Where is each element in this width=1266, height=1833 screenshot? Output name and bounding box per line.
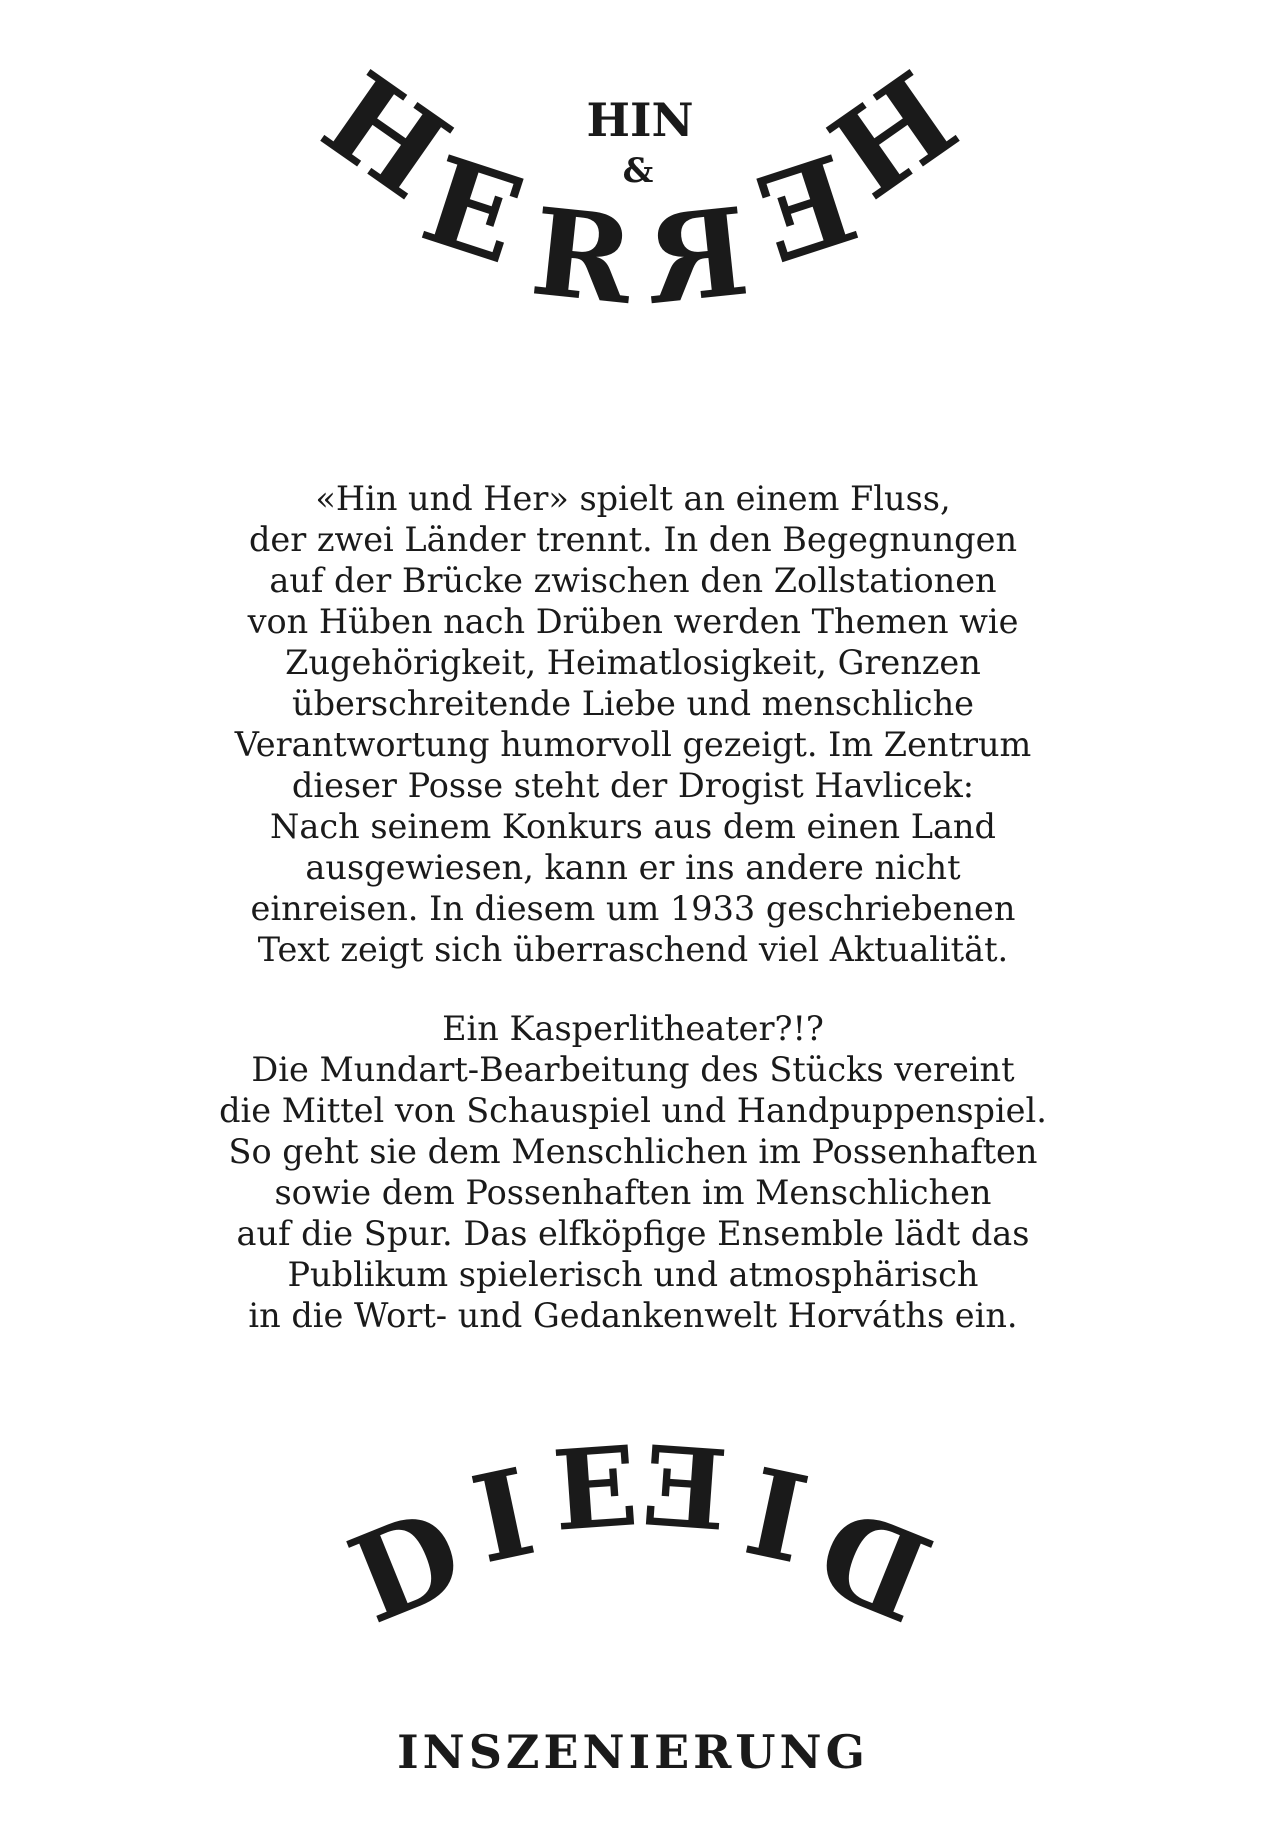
text-line: dieser Posse steht der Drogist Havlicek: — [291, 766, 975, 805]
text-line: sowie dem Possenhaften im Menschlichen — [274, 1173, 992, 1212]
logo-arc-letter: E — [407, 129, 539, 292]
logo-arc-letter: H — [298, 45, 473, 227]
logo-arc-letter: I — [734, 1441, 819, 1592]
text-line: auf die Spur. Das elfköpfige Ensemble lädt das — [236, 1214, 1030, 1253]
text-line: der zwei Länder trennt. In den Begegnungen — [248, 520, 1018, 559]
logo-arc-letter: R — [640, 181, 755, 333]
logo-arc-letter: E — [548, 1421, 642, 1556]
text-line: So geht sie dem Menschlichen im Possenhaften — [228, 1132, 1038, 1171]
text-line: in die Wort- und Gedankenwelt Horváths ein. — [248, 1296, 1018, 1335]
logo-arc-letter: E — [741, 129, 873, 292]
text-line: Ein Kasperlitheater?!? — [442, 1009, 824, 1048]
text-line: Verantwortung humorvoll gezeigt. Im Zentrum — [234, 725, 1032, 764]
logo-arc-letter: R — [525, 181, 640, 333]
logo-arc-letter: H — [807, 45, 982, 227]
text-line: Zugehörigkeit, Heimatlosigkeit, Grenzen — [285, 643, 981, 682]
text-line: «Hin und Her» spielt an einem Fluss, — [315, 479, 951, 518]
logo-arc-letter: E — [638, 1421, 732, 1556]
text-line: von Hüben nach Drüben werden Themen wie — [247, 602, 1019, 641]
footer-label-inszenierung: INSZENIERUNG — [397, 1725, 869, 1779]
text-line: Publikum spielerisch und atmosphärisch — [287, 1255, 979, 1294]
logo-word-hin: HIN — [586, 93, 694, 147]
text-line: einreisen. In diesem um 1933 geschriebenen — [250, 889, 1016, 928]
text-line: ausgewiesen, kann er ins andere nicht — [305, 848, 961, 887]
logo-ampersand: & — [622, 151, 654, 191]
logo-arc-letter: D — [331, 1481, 482, 1652]
text-line: überschreitende Liebe und menschliche — [292, 684, 974, 723]
text-line: die Mittel von Schauspiel und Handpuppenspiel. — [219, 1091, 1047, 1130]
text-line: Nach seinem Konkurs aus dem einen Land — [270, 807, 996, 846]
description-paragraph-1 — [100, 478, 1166, 970]
hin-und-her-logo — [298, 45, 982, 340]
text-line: Text zeigt sich überraschend viel Aktualität. — [257, 930, 1009, 969]
die-logo — [331, 1415, 949, 1652]
logo-arc-letter: I — [461, 1441, 546, 1592]
logo-arc-letter: D — [798, 1481, 949, 1652]
text-line: Die Mundart-Bearbeitung des Stücks vereint — [251, 1050, 1015, 1089]
description-paragraph-2 — [100, 1008, 1166, 1336]
text-line: auf der Brücke zwischen den Zollstationen — [269, 561, 997, 600]
